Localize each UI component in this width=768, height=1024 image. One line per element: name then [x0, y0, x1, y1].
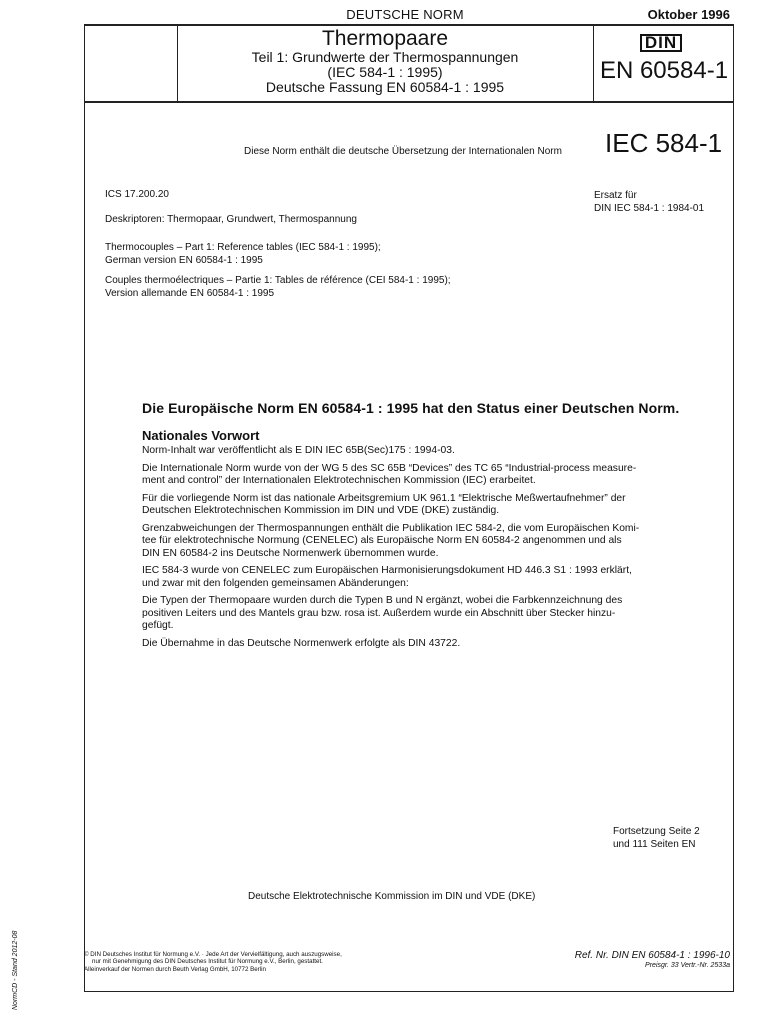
iec-number: IEC 584-1: [605, 128, 723, 158]
english-title-line: German version EN 60584-1 : 1995: [105, 254, 263, 266]
status-statement: Die Europäische Norm EN 60584-1 : 1995 hat den Status einer Deutschen Norm.: [142, 400, 680, 416]
paragraph-line: Die Internationale Norm wurde von der WG 5 des SC 65B “Devices” des TC 65 “Industrial-process measure-: [142, 462, 637, 474]
copyright-notice: [84, 951, 342, 973]
subtitle-line: (IEC 584-1 : 1995): [327, 64, 443, 80]
subtitle-line: Teil 1: Grundwerte der Thermospannungen: [251, 49, 519, 65]
english-title: [105, 242, 381, 267]
foreword-body: [142, 445, 702, 655]
continuation-note: [613, 826, 700, 851]
document-title: Thermopaare: [321, 27, 449, 50]
title-block: [178, 28, 592, 95]
replacement-info: [594, 189, 704, 215]
standard-number: EN 60584-1: [599, 57, 729, 84]
french-title-line: Couples thermoélectriques – Partie 1: Tables de référence (CEI 584-1 : 1995);: [105, 275, 451, 286]
divider-right: [593, 24, 594, 103]
paragraph: [142, 595, 702, 633]
paragraph-line: Deutschen Elektrotechnischen Kommission im DIN und VDE (DKE) zuständig.: [142, 505, 500, 516]
copyright-line: Alleinverkauf der Normen durch Beuth Verlag GmbH, 10772 Berlin: [84, 965, 266, 973]
paragraph-line: Die Übernahme in das Deutsche Normenwerk erfolgte als DIN 43722.: [142, 637, 461, 649]
replacement-line: Ersatz für: [594, 190, 637, 201]
paragraph: [142, 493, 702, 518]
section-heading: Nationales Vorwort: [142, 428, 260, 443]
paragraph-line: ment and control” der Internationalen Elektrotechnischen Kommission (IEC) erarbeitet.: [142, 475, 536, 486]
english-title-line: Thermocouples – Part 1: Reference tables (IEC 584-1 : 1995);: [105, 242, 381, 253]
reference-number: Ref. Nr. DIN EN 60584-1 : 1996-10: [574, 950, 730, 961]
paragraph: [142, 463, 702, 488]
paragraph-line: und zwar mit den folgenden gemeinsamen Abänderungen:: [142, 577, 409, 589]
descriptors: Deskriptoren: Thermopaar, Grundwert, Thermospannung: [105, 214, 357, 225]
continuation-line: Fortsetzung Seite 2: [613, 826, 700, 837]
paragraph-line: DIN EN 60584-2 ins Deutsche Normenwerk übernommen wurde.: [142, 547, 439, 559]
paragraph-line: positiven Leiters und des Mantels grau bzw. rosa ist. Außerdem wurde ein Abschnitt über Stecker hinzu-: [142, 607, 616, 619]
copyright-line: nur mit Genehmigung des DIN Deutsches Institut für Normung e.V., Berlin, gestattet.: [92, 958, 323, 966]
side-stamp: NormCD - Stand 2012-08: [12, 930, 19, 1010]
copyright-line: © DIN Deutsches Institut für Normung e.V. · Jede Art der Vervielfältigung, auch auszugsweise,: [84, 951, 342, 958]
replacement-line: DIN IEC 584-1 : 1984-01: [594, 203, 705, 214]
iec-translation-note: Diese Norm enthält die deutsche Übersetzung der Internationalen Norm: [244, 146, 562, 157]
din-logo: DIN: [640, 34, 682, 52]
french-title-line: Version allemande EN 60584-1 : 1995: [105, 287, 275, 299]
paragraph: [142, 638, 702, 651]
price-group: Preisgr. 33 Vertr.-Nr. 2533a: [645, 962, 730, 969]
norm-type-label: DEUTSCHE NORM: [346, 7, 464, 22]
paragraph-line: IEC 584-3 wurde von CENELEC zum Europäischen Harmonisierungsdokument HD 446.3 S1 : 1993 erklärt,: [142, 565, 632, 576]
subtitle-line: Deutsche Fassung EN 60584-1 : 1995: [265, 79, 505, 95]
french-title: [105, 275, 451, 300]
paragraph-line: gefügt.: [142, 620, 174, 631]
ics-code: ICS 17.200.20: [105, 189, 169, 200]
paragraph-line: Norm-Inhalt war veröffentlicht als E DIN IEC 65B(Sec)175 : 1994-03.: [142, 445, 455, 456]
committee-name: Deutsche Elektrotechnische Kommission im DIN und VDE (DKE): [248, 891, 536, 902]
paragraph: [142, 565, 702, 590]
paragraph-line: tee für elektrotechnische Normung (CENELEC) als Europäische Norm EN 60584-2 angenommen und als: [142, 535, 622, 546]
issue-date: Oktober 1996: [647, 7, 730, 22]
reference-block: [560, 950, 730, 969]
paragraph-line: Für die vorliegende Norm ist das nationale Arbeitsgremium UK 961.1 “Elektrische Meßwertaufnehmer” der: [142, 492, 626, 504]
paragraph-line: Die Typen der Thermopaare wurden durch die Typen B und N ergänzt, wobei die Farbkennzeichnung des: [142, 595, 623, 606]
continuation-line: und 111 Seiten EN: [613, 838, 696, 850]
paragraph: [142, 445, 702, 458]
paragraph: [142, 523, 702, 561]
paragraph-line: Grenzabweichungen der Thermospannungen enthält die Publikation IEC 584-2, die vom Europäischen Komi-: [142, 522, 640, 534]
